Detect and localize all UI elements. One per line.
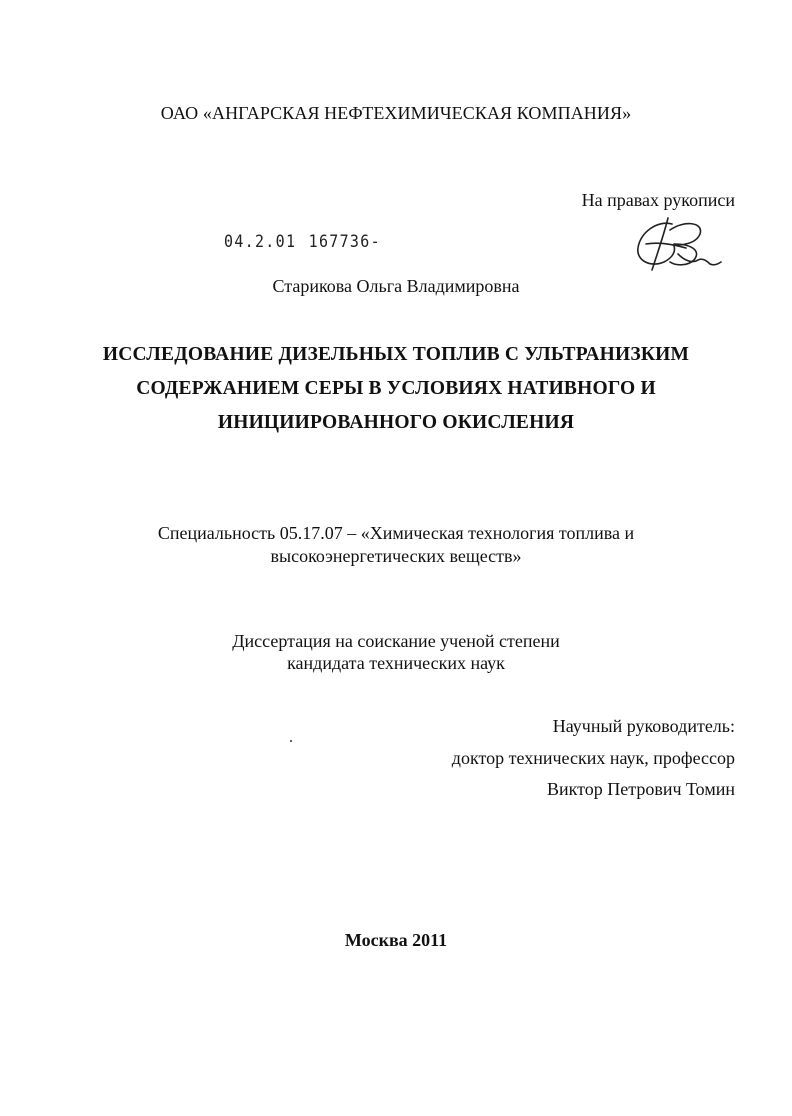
advisor-name: Виктор Петрович Томин [547, 779, 735, 799]
stamp-code: 04.2.01 [224, 232, 297, 252]
city-year: Москва 2011 [344, 930, 448, 950]
advisor-label: Научный руководитель: [552, 716, 735, 736]
author-name: Старикова Ольга Владимировна [272, 276, 520, 296]
title-line: СОДЕРЖАНИЕМ СЕРЫ В УСЛОВИЯХ НАТИВНОГО И [136, 378, 656, 399]
registration-stamp [224, 232, 381, 252]
advisor-degree: доктор технических наук, профессор [451, 748, 735, 768]
degree-line: кандидата технических наук [287, 653, 505, 673]
specialty-line: Специальность 05.17.07 – «Химическая технология топлива и [157, 523, 635, 543]
stamp-number: 167736- [308, 232, 381, 252]
specialty-block [0, 522, 792, 568]
dissertation-title [0, 338, 792, 440]
signature-icon [628, 214, 724, 276]
degree-line: Диссертация на соискание ученой степени [232, 631, 560, 651]
dissertation-degree-block [0, 630, 792, 674]
title-line: ИССЛЕДОВАНИЕ ДИЗЕЛЬНЫХ ТОПЛИВ С УЛЬТРАНИЗКИМ [102, 344, 690, 365]
title-line: ИНИЦИИРОВАННОГО ОКИСЛЕНИЯ [217, 412, 575, 433]
specialty-line: высокоэнергетических веществ» [270, 546, 522, 566]
organization-name: ОАО «АНГАРСКАЯ НЕФТЕХИМИЧЕСКАЯ КОМПАНИЯ» [160, 103, 632, 123]
manuscript-rights-note: На правах рукописи [581, 190, 735, 210]
stray-dot [290, 740, 292, 742]
